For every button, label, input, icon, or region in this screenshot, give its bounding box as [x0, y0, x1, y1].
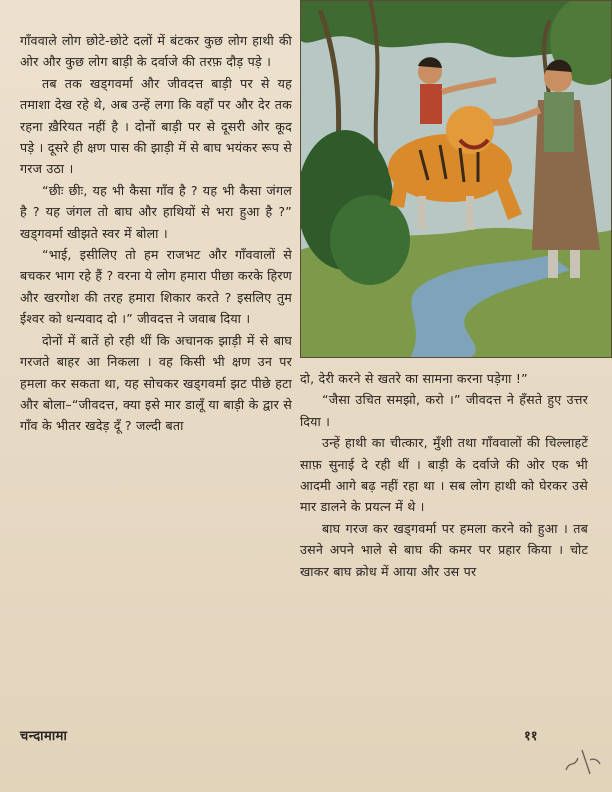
- tiger-attack-scene: [300, 0, 612, 358]
- paragraph: बाघ गरज कर खड्गवर्मा पर हमला करने को हुआ । तब उसने अपने भाले से बाघ की कमर पर प्रहार किया । चोट खाकर बाघ क्रोध में आया और उस पर: [300, 520, 588, 579]
- paragraph: दोनों में बातें हो रही थीं कि अचानक झाड़ी में से बाघ गरजते बाहर आ निकला । वह किसी भी क्षण उन पर हमला कर सकता था, यह सोचकर खड्गवर्मा झट पीछे हटा और बोला–“जीवदत्त, क्या इसे मार डालूँ या बाड़ी के द्वार से गाँव के भीतर खदेड़ दूँ ? जल्दी बता: [20, 332, 292, 434]
- paragraph: “छीः छीः, यह भी कैसा गाँव है ? यह भी कैसा जंगल है ? यह जंगल तो बाघ और हाथियों से भरा हुआ है ?” खड्गवर्मा खीझते स्वर में बोला ।: [20, 182, 292, 241]
- magazine-title: चन्दामामा: [20, 729, 68, 744]
- pencil-mark-icon: [560, 740, 604, 780]
- paragraph: तब तक खड्गवर्मा और जीवदत्त बाड़ी पर से यह तमाशा देख रहे थे, अब उन्हें लगा कि वहाँ पर और देर तक रहना ख़ैरियत नहीं है । दोनों बाड़ी पर से दूसरी ओर कूद पड़े । दूसरे ही क्षण पास की झाड़ी में से बाघ भयंकर रूप से गरज उठा ।: [20, 75, 292, 177]
- story-illustration: [300, 0, 612, 358]
- left-text-column: [20, 30, 292, 437]
- right-text-column: [300, 368, 588, 582]
- paragraph: “भाई, इसीलिए तो हम राजभट और गाँववालों से बचकर भाग रहे हैं ? वरना ये लोग हमारा पीछा करके हिरण और खरगोश की तरह हमारा शिकार करते ? इसलिए तुम ईश्वर को धन्यवाद दो ।” जीवदत्त ने जवाब दिया ।: [20, 247, 292, 327]
- paragraph: गाँववाले लोग छोटे-छोटे दलों में बंटकर कुछ लोग हाथी की ओर और कुछ लोग बाड़ी के दर्वाजे की तरफ़ दौड़ पड़े ।: [20, 33, 292, 70]
- paragraph: उन्हें हाथी का चीत्कार, मुँशी तथा गाँववालों की चिल्लाहटें साफ़ सुनाई दे रही थीं । बाड़ी के दर्वाजे की ओर एक भी आदमी आगे बढ़ नहीं रहा था । सब लोग हाथी को घेरकर उसे मार डालने के प्रयत्न में थे ।: [300, 435, 588, 515]
- bush: [330, 195, 410, 285]
- page-number: ११: [524, 729, 538, 744]
- paragraph: दो, देरी करने से खतरे का सामना करना पड़ेगा !”: [300, 371, 528, 386]
- paragraph: “जैसा उचित समझो, करो ।” जीवदत्त ने हँसते हुए उत्तर दिया ।: [300, 392, 588, 429]
